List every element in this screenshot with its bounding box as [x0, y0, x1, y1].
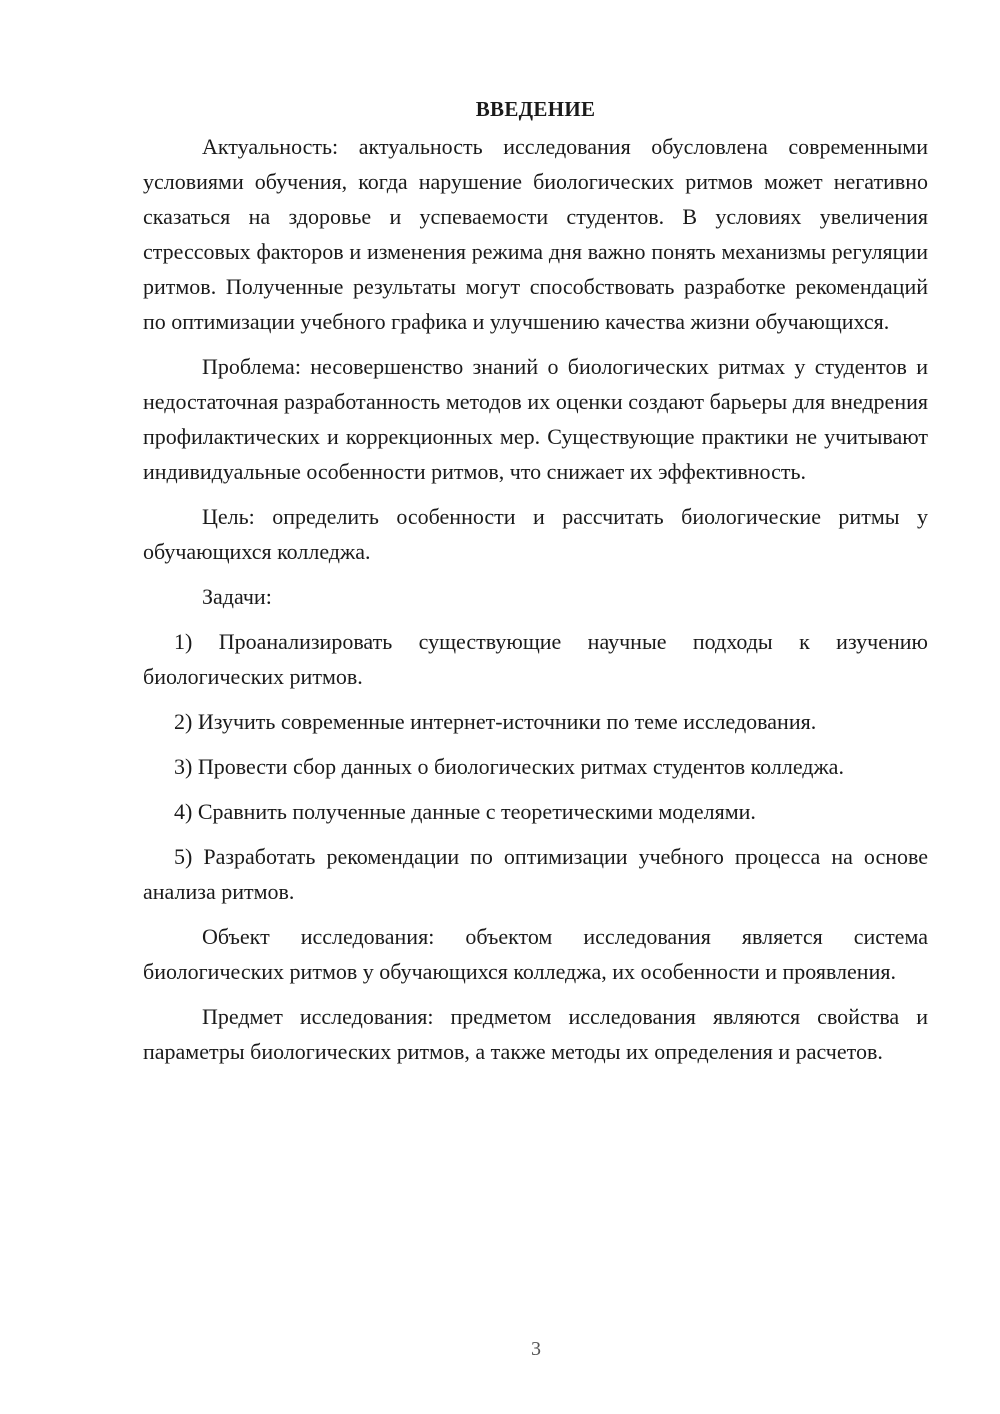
- task-item: 4) Сравнить полученные данные с теоретическими моделями.: [174, 799, 756, 824]
- subject-paragraph: Предмет исследования: предметом исследования являются свойства и параметры биологических ритмов, а также методы их определения и расчетов.: [143, 1004, 928, 1064]
- task-item: 1) Проанализировать существующие научные подходы к изучению биологических ритмов.: [143, 629, 928, 689]
- problem-paragraph: Проблема: несовершенство знаний о биологических ритмах у студентов и недостаточная разработанность методов их оценки создают барьеры для внедрения профилактических и коррекционных мер. Существующие практики не учитывают индивидуальные особенности ритмов, что снижает их эффективность.: [143, 354, 928, 484]
- object-paragraph: Объект исследования: объектом исследования является система биологических ритмов у обучающихся колледжа, их особенности и проявления.: [143, 924, 928, 984]
- tasks-list: [143, 624, 928, 909]
- goal-paragraph: Цель: определить особенности и рассчитать биологические ритмы у обучающихся колледжа.: [143, 504, 928, 564]
- task-item: 5) Разработать рекомендации по оптимизации учебного процесса на основе анализа ритмов.: [143, 844, 928, 904]
- relevance-paragraph: Актуальность: актуальность исследования обусловлена современными условиями обучения, когда нарушение биологических ритмов может негативно сказаться на здоровье и успеваемости студентов. В условиях увеличения стрессовых факторов и изменения режима дня важно понять механизмы регуляции ритмов. Полученные результаты могут способствовать разработке рекомендаций по оптимизации учебного графика и улучшению качества жизни обучающихся.: [143, 134, 928, 334]
- section-title: ВВЕДЕНИЕ: [475, 97, 596, 121]
- page-body: [143, 92, 928, 1079]
- page-number: 3: [531, 1338, 541, 1360]
- task-item: 3) Провести сбор данных о биологических ритмах студентов колледжа.: [174, 754, 844, 779]
- tasks-label: Задачи:: [202, 584, 272, 609]
- task-item: 2) Изучить современные интернет-источники по теме исследования.: [174, 709, 817, 734]
